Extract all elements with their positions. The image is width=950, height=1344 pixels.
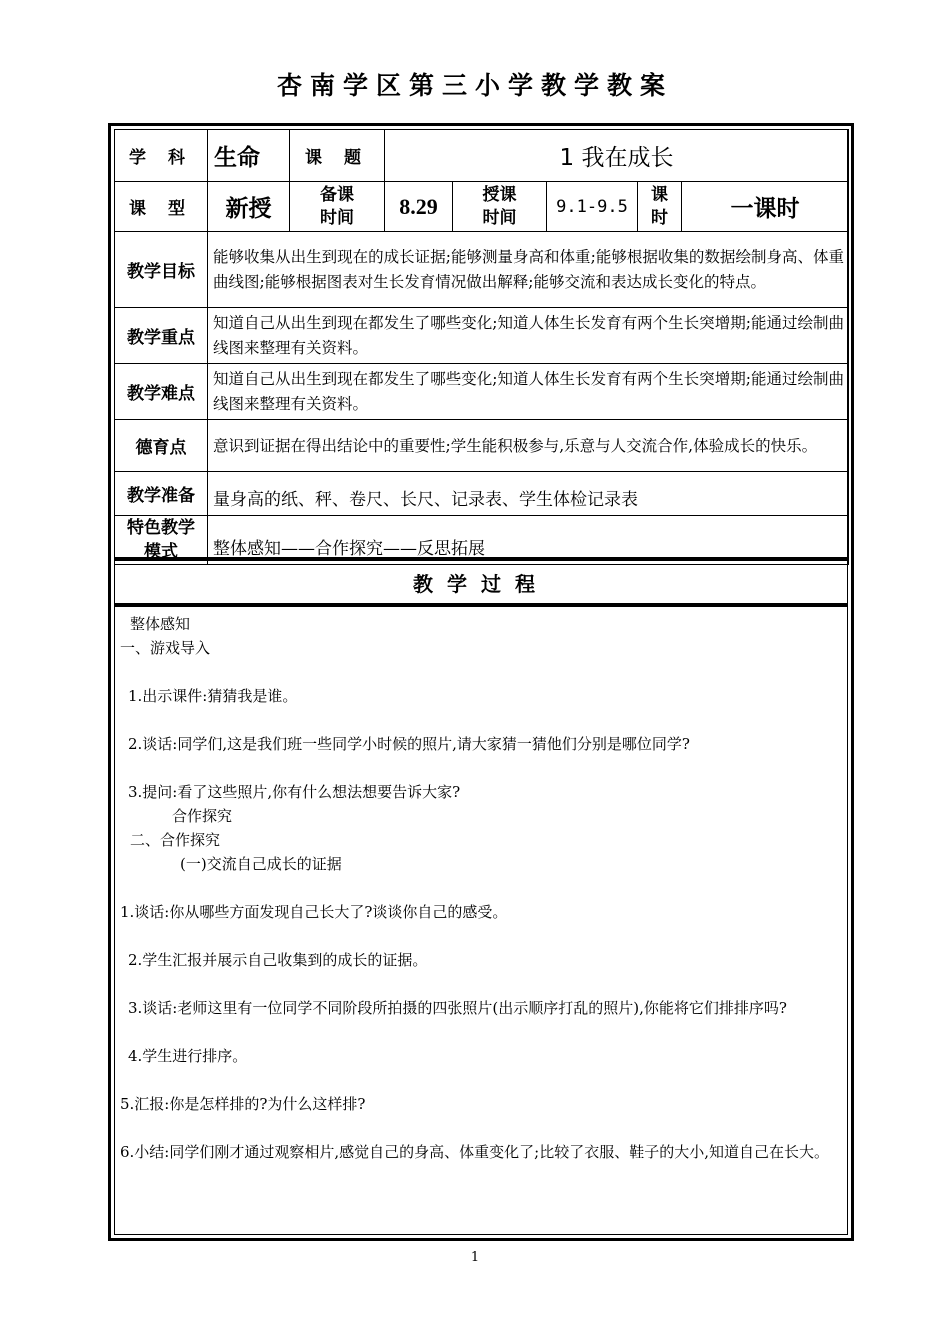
row-prep xyxy=(115,472,849,516)
lesson-info-table xyxy=(114,129,849,565)
process-line xyxy=(120,756,840,780)
process-line xyxy=(120,660,840,684)
process-line: (一)交流自己成长的证据 xyxy=(180,855,342,873)
process-line: 一、游戏导入 xyxy=(120,639,211,657)
process-line: 4.学生进行排序。 xyxy=(128,1047,248,1065)
process-line xyxy=(120,1068,840,1092)
key-label: 教学重点 xyxy=(115,308,208,364)
process-line: 1.谈话:你从哪些方面发现自己长大了?谈谈你自己的感受。 xyxy=(120,903,508,921)
period-label: 课时 xyxy=(638,182,682,232)
process-line: 2.谈话:同学们,这是我们班一些同学小时候的照片,请大家猜一猜他们分别是哪位同学? xyxy=(128,735,690,753)
subject-value: 生命 xyxy=(208,130,290,182)
topic-label: 课 题 xyxy=(290,130,385,182)
difficulty-label: 教学难点 xyxy=(115,364,208,420)
process-line: 3.提问:看了这些照片,你有什么想法想要告诉大家? xyxy=(128,783,461,801)
moral-label: 德育点 xyxy=(115,420,208,472)
process-line: 6.小结:同学们刚才通过观察相片,感觉自己的身高、体重变化了;比较了衣服、鞋子的大小,知道自己在长大。 xyxy=(120,1143,829,1161)
process-content xyxy=(120,612,840,1164)
process-line xyxy=(120,708,840,732)
difficulty-text: 知道自己从出生到现在都发生了哪些变化;知道人体生长发育有两个生长突增期;能通过绘制曲线图来整理有关资料。 xyxy=(208,364,849,420)
process-line xyxy=(120,1116,840,1140)
process-line: 二、合作探究 xyxy=(130,831,221,849)
prep-time-label: 备课时间 xyxy=(290,182,385,232)
type-label: 课 型 xyxy=(115,182,208,232)
process-line xyxy=(120,876,840,900)
process-line: 2.学生汇报并展示自己收集到的成长的证据。 xyxy=(128,951,428,969)
process-line xyxy=(120,972,840,996)
process-line: 合作探究 xyxy=(172,807,233,825)
subject-label: 学 科 xyxy=(115,130,208,182)
mode-label: 特色教学模式 xyxy=(115,516,208,565)
row-difficulty xyxy=(115,364,849,420)
row-key xyxy=(115,308,849,364)
process-heading: 教学过程 xyxy=(114,557,848,607)
goal-label: 教学目标 xyxy=(115,232,208,308)
prep-time-value: 8.29 xyxy=(385,182,453,232)
row-subject xyxy=(115,130,849,182)
type-value: 新授 xyxy=(208,182,290,232)
period-value: 一课时 xyxy=(682,182,849,232)
row-goal xyxy=(115,232,849,308)
row-type xyxy=(115,182,849,232)
row-moral xyxy=(115,420,849,472)
process-line xyxy=(120,924,840,948)
process-line: 5.汇报:你是怎样排的?为什么这样排? xyxy=(120,1095,366,1113)
teach-time-label: 授课时间 xyxy=(453,182,547,232)
teach-time-value: 9.1-9.5 xyxy=(547,182,638,232)
topic-value: 1 我在成长 xyxy=(385,130,849,182)
process-line: 1.出示课件:猜猜我是谁。 xyxy=(128,687,298,705)
page-number: 1 xyxy=(470,1250,480,1265)
moral-text: 意识到证据在得出结论中的重要性;学生能积极参与,乐意与人交流合作,体验成长的快乐。 xyxy=(208,420,849,472)
prep-text: 量身高的纸、秤、卷尺、长尺、记录表、学生体检记录表 xyxy=(208,472,849,516)
process-line xyxy=(120,1020,840,1044)
document-title: 杏南学区第三小学教学教案 xyxy=(276,71,673,100)
process-line: 3.谈话:老师这里有一位同学不同阶段所拍摄的四张照片(出示顺序打乱的照片),你能将它们排排序吗? xyxy=(128,999,787,1017)
process-line: 整体感知 xyxy=(130,615,191,633)
mode-text: 整体感知——合作探究——反思拓展 xyxy=(208,516,849,565)
key-text: 知道自己从出生到现在都发生了哪些变化;知道人体生长发育有两个生长突增期;能通过绘制曲线图来整理有关资料。 xyxy=(208,308,849,364)
prep-label: 教学准备 xyxy=(115,472,208,516)
goal-text: 能够收集从出生到现在的成长证据;能够测量身高和体重;能够根据收集的数据绘制身高、体重曲线图;能够根据图表对生长发育情况做出解释;能够交流和表达成长变化的特点。 xyxy=(208,232,849,308)
